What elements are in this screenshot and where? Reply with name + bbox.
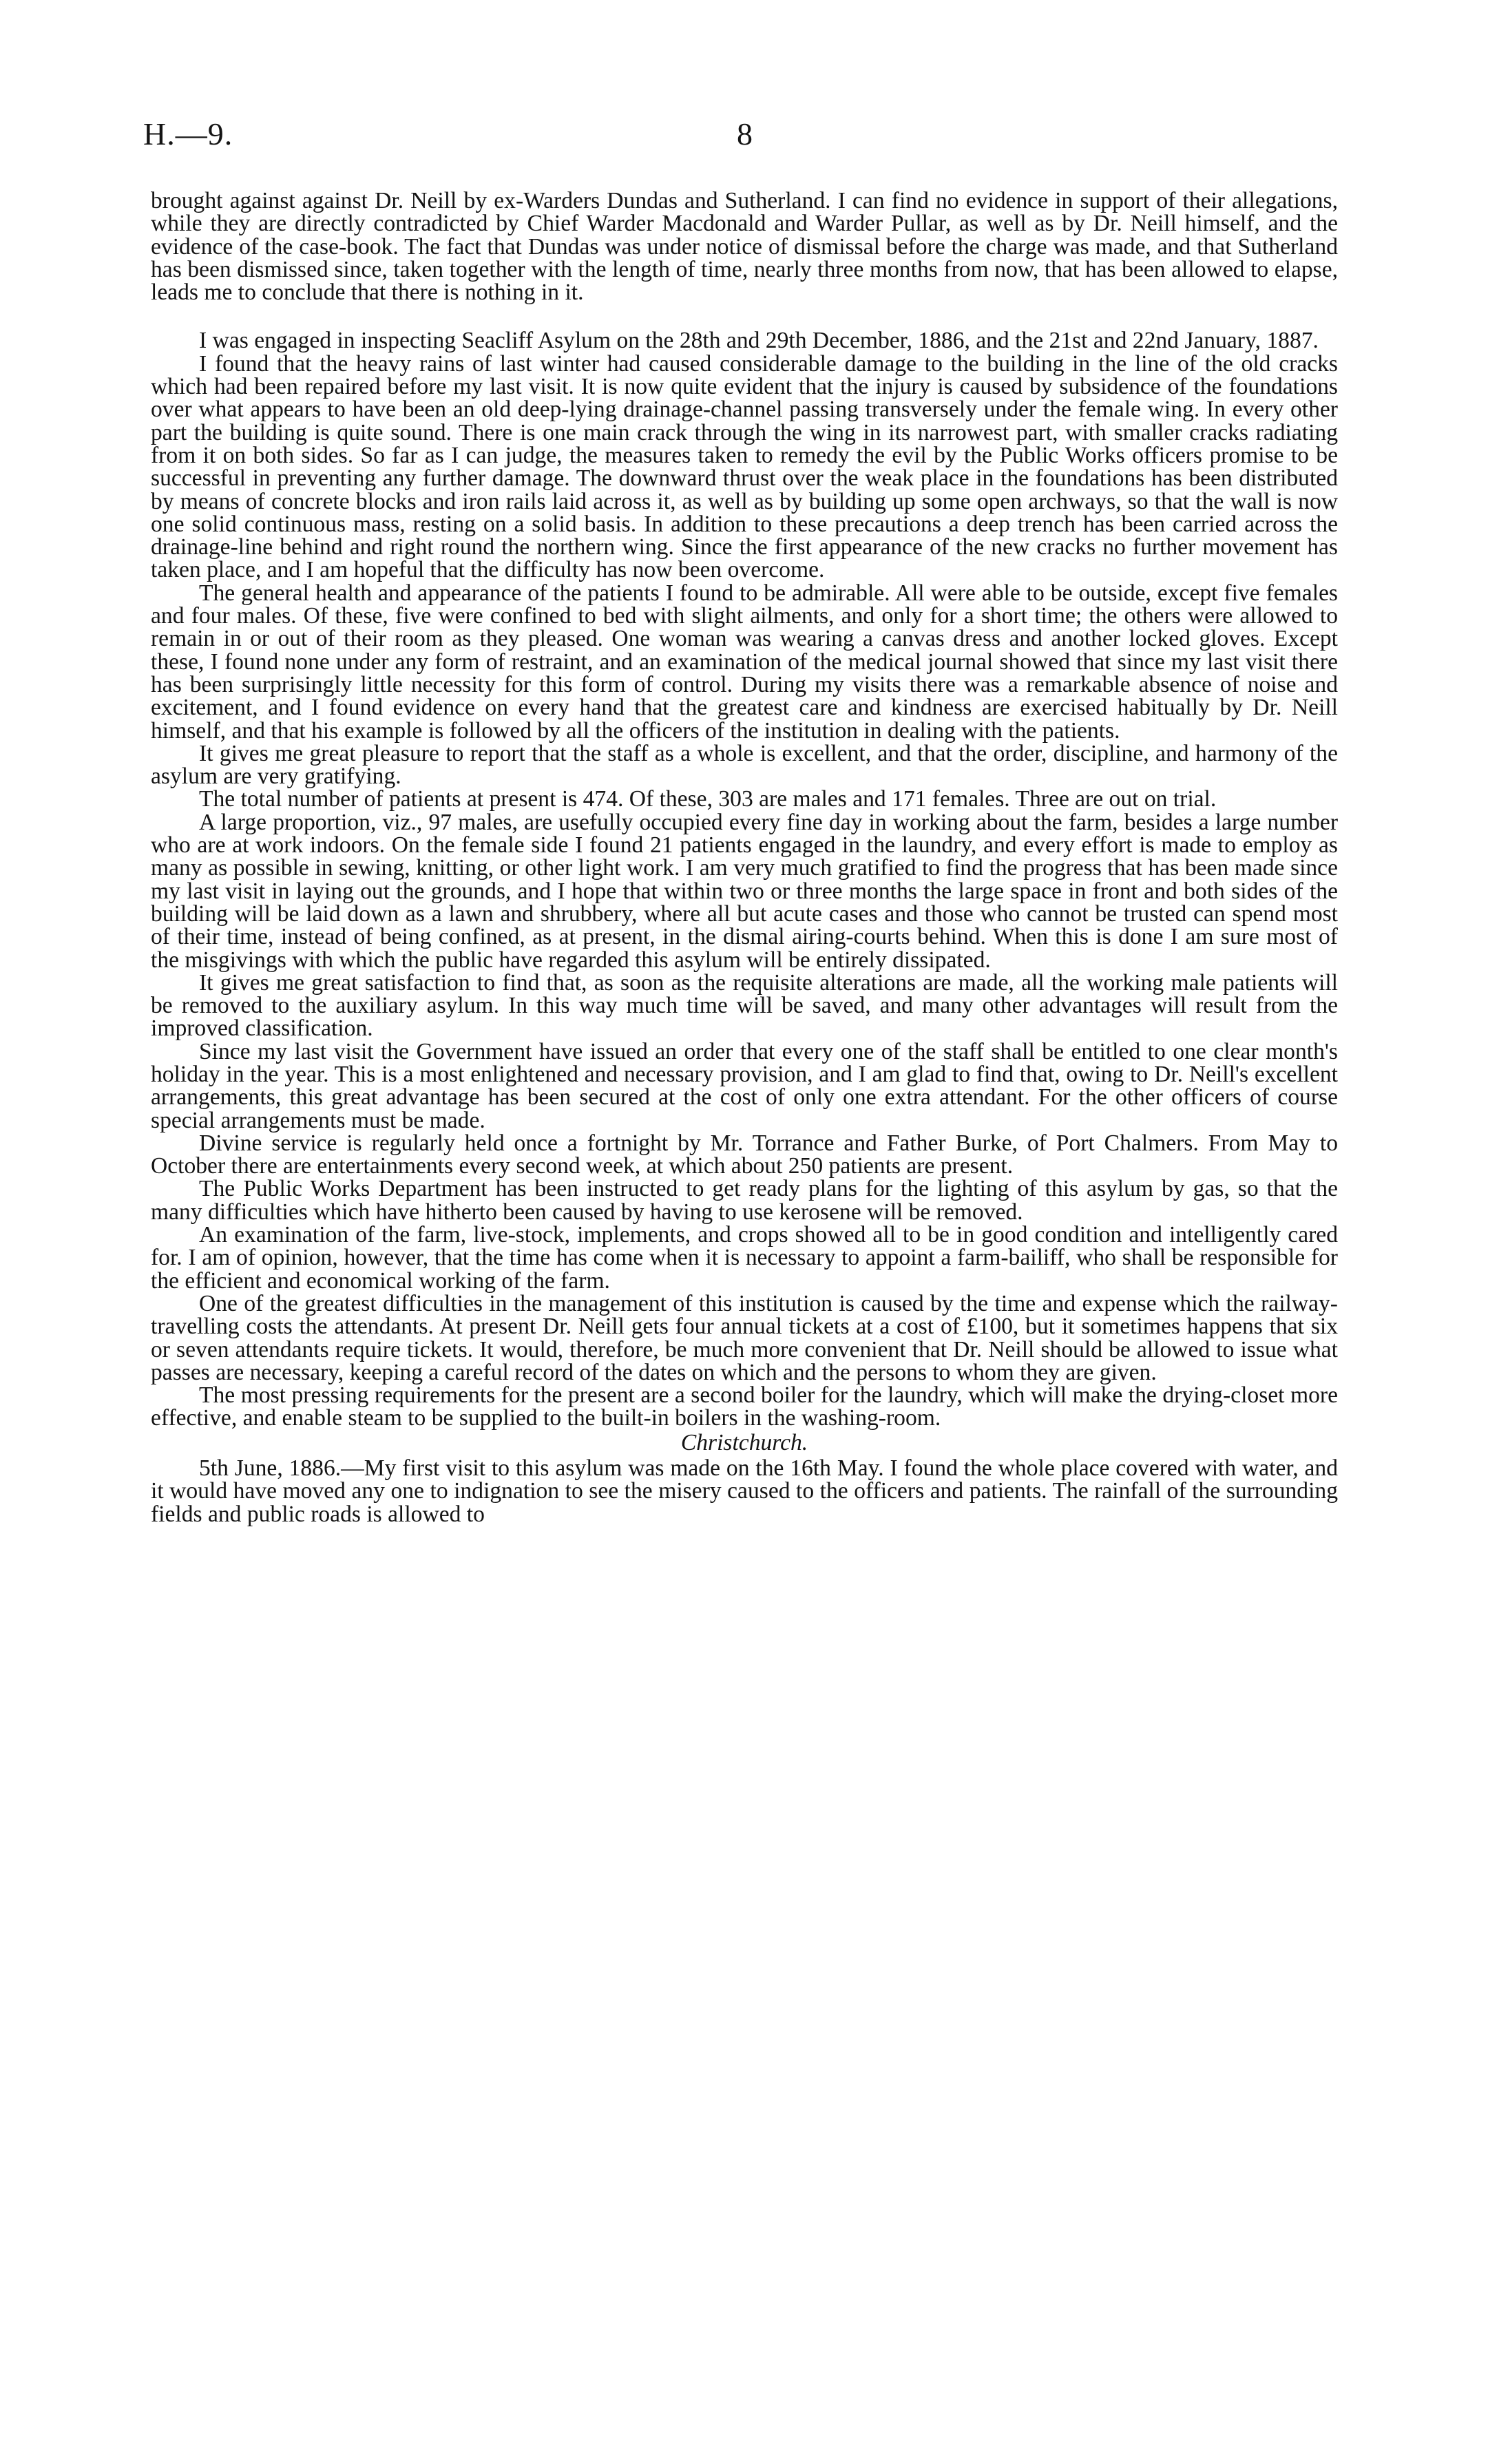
page-header [143,116,1345,171]
body-text [151,189,1338,1526]
paragraph: One of the greatest difficulties in the management of this institution is caused by the time and expense which the railway-travelling costs the attendants. At present Dr. Neill gets four annual tickets at a cost of £100, but it sometimes happens that six or seven attendants require tickets. It would, therefore, be much more convenient that Dr. Neill should be allowed to issue what passes are necessary, keeping a careful record of the dates on which and the persons to whom they are given. [151,1290,1338,1385]
page-number: 8 [737,116,753,151]
paragraph: The general health and appearance of the patients I found to be admirable. All were able to be outside, except five females and four males. Of these, five were confined to bed with slight ailments, and only for a short time; the others were allowed to remain in or out of their room as they pleased. One woman was wearing a canvas dress and another locked gloves. Except these, I found none under any form of restraint, and an examination of the medical journal showed that since my last visit there has been surprisingly little necessity for this form of control. During my visits there was a remarkable absence of noise and excitement, and I found evidence on every hand that the greatest care and kindness are exercised habitually by Dr. Neill himself, and that his example is followed by all the officers of the institution in dealing with the patients. [151,580,1338,744]
document-reference: H.—9. [143,116,233,151]
paragraph: 5th June, 1886.—My first visit to this asylum was made on the 16th May. I found the whole place covered with water, and it would have moved any one to indignation to see the misery caused to the officers and patients. The rainfall of the surrounding fields and public roads is allowed to [151,1455,1338,1527]
paragraph: It gives me great satisfaction to find that, as soon as the requisite alterations are made, all the working male patients will be removed to the auxiliary asylum. In this way much time will be saved, and many other advantages will result from the improved classification. [151,969,1338,1042]
paragraph: brought against against Dr. Neill by ex-Warders Dundas and Sutherland. I can find no evidence in support of their allegations, while they are directly contradicted by Chief Warder Macdonald and Warder Pullar, as well as by Dr. Neill himself, and the evidence of the case-book. The fact that Dundas was under notice of dismissal before the charge was made, and that Sutherland has been dismissed since, taken together with the length of time, nearly three months from now, that has been allowed to elapse, leads me to conclude that there is nothing in it. [151,188,1338,306]
paragraph: Divine service is regularly held once a fortnight by Mr. Torrance and Father Burke, of Port Chalmers. From May to October there are entertainments every second week, at which about 250 patients are present. [151,1130,1338,1179]
paragraph: A large proportion, viz., 97 males, are usefully occupied every fine day in working about the farm, besides a large number who are at work indoors. On the female side I found 21 patients engaged in the laundry, and every effort is made to employ as many as possible in sewing, knitting, or other light work. I am very much gratified to find the progress that has been made since my last visit in laying out the grounds, and I hope that within two or three months the large space in front and both sides of the building will be laid down as a lawn and shrubbery, where all but acute cases and those who cannot be trusted can spend most of their time, instead of being confined, as at present, in the dismal airing-courts behind. When this is done I am sure most of the misgivings with which the public have regarded this asylum will be entirely dissipated. [151,809,1338,973]
paragraph: The Public Works Department has been instructed to get ready plans for the lighting of this asylum by gas, so that the many difficulties which have hitherto been caused by having to use kerosene will be removed. [151,1176,1338,1225]
paragraph: The most pressing requirements for the present are a second boiler for the laundry, which will make the drying-closet more effective, and enable steam to be supplied to the built-in boilers in the washing-room. [151,1382,1338,1431]
section-heading: Christchurch. [680,1429,808,1455]
paragraph: I was engaged in inspecting Seacliff Asylum on the 28th and 29th December, 1886, and the 21st and 22nd January, 1887. [199,328,1319,354]
paragraph: The total number of patients at present is 474. Of these, 303 are males and 171 females. Three are out on trial. [199,786,1217,812]
paragraph: I found that the heavy rains of last winter had caused considerable damage to the building in the line of the old cracks which had been repaired before my last visit. It is now quite evident that the injury is caused by subsidence of the foundations over what appears to have been an old deep-lying drainage-channel passing transversely under the female wing. In every other part the building is quite sound. There is one main crack through the wing in its narrowest part, with smaller cracks radiating from it on both sides. So far as I can judge, the measures taken to remedy the evil by the Public Works officers promise to be successful in preventing any further damage. The downward thrust over the weak place in the foundations has been distributed by means of concrete blocks and iron rails laid across it, as well as by building up some open archways, so that the wall is now one solid continuous mass, resting on a solid basis. In addition to these precautions a deep trench has been carried across the drainage-line behind and right round the northern wing. Since the first appearance of the new cracks no further movement has taken place, and I am hopeful that the difficulty has now been overcome. [151,350,1338,583]
paragraph: Since my last visit the Government have issued an order that every one of the staff shall be entitled to one clear month's holiday in the year. This is a most enlightened and necessary provision, and I am glad to find that, owing to Dr. Neill's excellent arrangements, this great advantage has been secured at the cost of only one extra attendant. For the other officers of course special arrangements must be made. [151,1038,1338,1133]
paragraph: It gives me great pleasure to report that the staff as a whole is excellent, and that the order, discipline, and harmony of the asylum are very gratifying. [151,740,1338,790]
paragraph: An examination of the farm, live-stock, implements, and crops showed all to be in good condition and intelligently cared for. I am of opinion, however, that the time has come when it is necessary to appoint a farm-bailiff, who shall be responsible for the efficient and economical working of the farm. [151,1222,1338,1294]
